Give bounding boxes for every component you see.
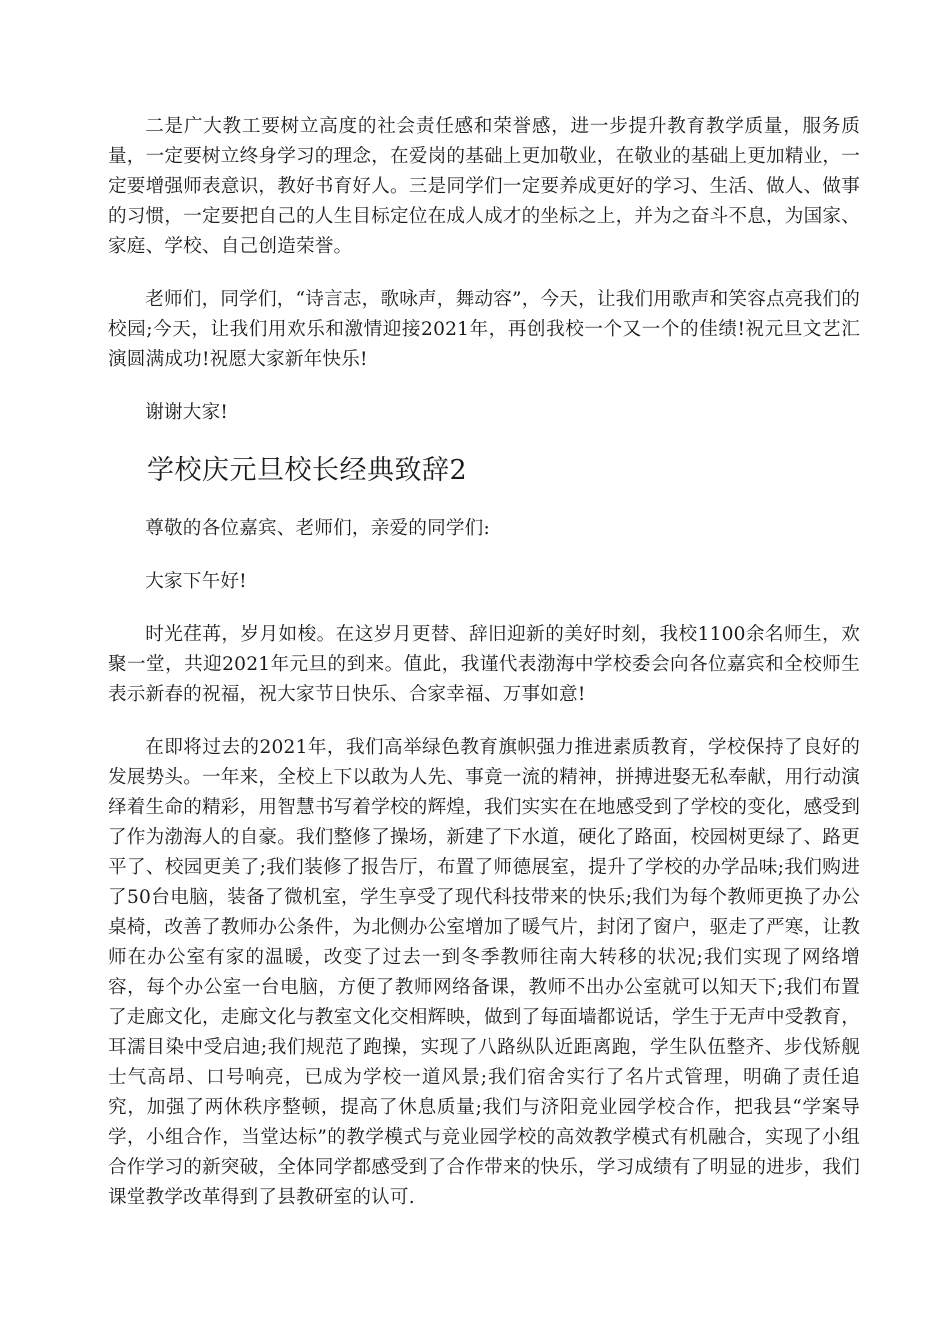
paragraph-new-year-wishes: 时光荏苒，岁月如梭。在这岁月更替、辞旧迎新的美好时刻，我校1100余名师生，欢聚一堂，共迎2021年元旦的到来。值此，我谨代表渤海中学校委会向各位嘉宾和全校师生表示新春的祝福，祝大家节日快乐、合家幸福、万事如意! [108, 624, 860, 705]
paragraph-achievements: 在即将过去的2021年，我们高举绿色教育旗帜强力推进素质教育，学校保持了良好的发展势头。一年来，全校上下以敢为人先、事竟一流的精神，拼搏进娶无私奉献，用行动演绎着生命的精彩，用智慧书写着学校的辉煌，我们实实在在地感受到了学校的变化，感受到了作为渤海人的自豪。我们整修了操场，新建了下水道，硬化了路面，校园树更绿了、路更平了、校园更美了;我们装修了报告厅，布置了师德展室，提升了学校的办学品味;我们购进了50台电脑，装备了微机室，学生享受了现代科技带来的快乐;我们为每个教师更换了办公桌椅，改善了教师办公条件，为北侧办公室增加了暖气片，封闭了窗户，驱走了严寒，让教师在办公室有家的温暖，改变了过去一到冬季教师往南大转移的状况;我们实现了网络增容，每个办公室一台电脑，方便了教师网络备课，教师不出办公室就可以知天下;我们布置了走廊文化，走廊文化与教室文化交相辉映，做到了每面墙都说话，学生于无声中受教育，耳濡目染中受启迪;我们规范了跑操，实现了八路纵队近距离跑，学生队伍整齐、步伐矫舰士气高昂、口号响亮，已成为学校一道风景;我们宿舍实行了名片式管理，明确了责任追究，加强了两休秩序整顿，提高了休息质量;我们与济阳竞业园学校合作，把我县“学案导学，小组合作，当堂达标”的教学模式与竞业园学校的高效教学模式有机融合，实现了小组合作学习的新突破，全体同学都感受到了合作带来的快乐，学习成绩有了明显的进步，我们课堂教学改革得到了县教研室的认可. [108, 737, 860, 1208]
section-heading: 学校庆元旦校长经典致辞2 [147, 455, 468, 486]
paragraph-greeting: 大家下午好! [145, 571, 247, 592]
paragraph-salutation: 尊敬的各位嘉宾、老师们，亲爱的同学们: [145, 518, 490, 539]
paragraph-closing-wishes: 老师们，同学们，“诗言志，歌咏声，舞动容”，今天，让我们用歌声和笑容点亮我们的校园;今天，让我们用欢乐和激情迎接2021年，再创我校一个又一个的佳绩!祝元旦文艺汇演圆满成功!祝愿大家新年快乐! [108, 289, 860, 370]
paragraph-responsibility: 二是广大教工要树立高度的社会责任感和荣誉感，进一步提升教育教学质量，服务质量，一定要树立终身学习的理念，在爱岗的基础上更加敬业，在敬业的基础上更加精业，一定要增强师表意识，教好书育好人。三是同学们一定要养成更好的学习、生活、做人、做事的习惯，一定要把自己的人生目标定位在成人成才的坐标之上，并为之奋斗不息，为国家、家庭、学校、自己创造荣誉。 [108, 116, 860, 257]
paragraph-thanks: 谢谢大家! [145, 402, 229, 423]
document-page [108, 112, 860, 1213]
